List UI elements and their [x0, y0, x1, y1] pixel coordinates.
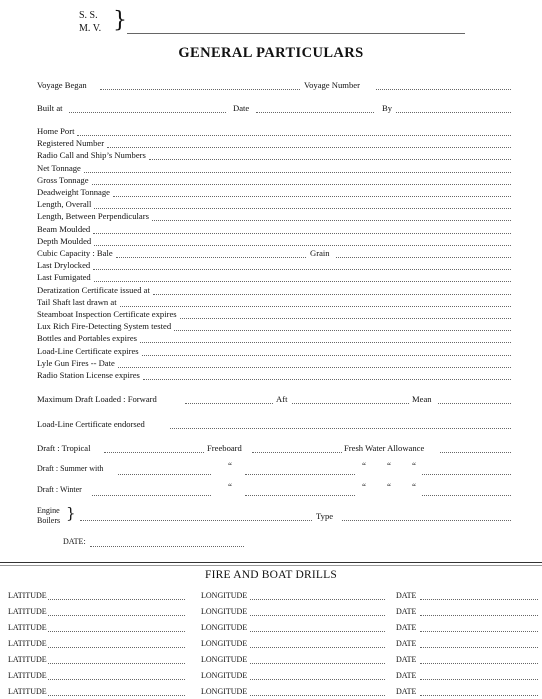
- voyage-began-field[interactable]: [100, 89, 300, 90]
- field-label: Home Port: [37, 126, 75, 136]
- latitude-field[interactable]: [48, 647, 185, 648]
- draft-summer-field[interactable]: [118, 474, 211, 475]
- section-divider: [0, 565, 542, 566]
- longitude-label: LONGITUDE: [201, 623, 248, 632]
- latitude-label: LATITUDE: [8, 607, 47, 616]
- date-label: DATE:: [63, 537, 86, 546]
- latitude-field[interactable]: [48, 599, 185, 600]
- fresh-water-label: Fresh Water Allowance: [344, 443, 425, 453]
- built-by-label: By: [382, 103, 393, 113]
- field-label: Tail Shaft last drawn at: [37, 296, 117, 307]
- field-input-line[interactable]: [149, 159, 511, 160]
- drill-date-field[interactable]: [420, 695, 538, 696]
- longitude-label: LONGITUDE: [201, 591, 248, 600]
- mean-label: Mean: [412, 394, 432, 404]
- mean-field[interactable]: [438, 403, 511, 404]
- fresh-water-field[interactable]: [440, 452, 511, 453]
- field-label: Lux Rich Fire-Detecting System tested: [37, 321, 172, 332]
- winter-freeboard-field[interactable]: [245, 495, 355, 496]
- field-input-line[interactable]: [113, 196, 511, 197]
- built-date-field[interactable]: [256, 112, 374, 113]
- field-input-line[interactable]: [142, 355, 511, 356]
- drill-date-label: DATE: [396, 671, 417, 680]
- field-label: Lyle Gun Fires -- Date: [37, 357, 115, 368]
- field-label: Radio Station License expires: [37, 370, 140, 380]
- latitude-label: LATITUDE: [8, 623, 47, 632]
- ditto-mark: “: [412, 461, 416, 471]
- draft-tropical-field[interactable]: [104, 452, 204, 453]
- type-field[interactable]: [342, 520, 511, 521]
- freeboard-label: Freeboard: [207, 443, 242, 453]
- field-label: Length, Overall: [37, 199, 92, 210]
- page-title: GENERAL PARTICULARS: [178, 45, 364, 61]
- field-input-line[interactable]: [140, 342, 511, 343]
- field-label: Bottles and Portables expires: [37, 333, 138, 344]
- ss-label: S. S.: [79, 10, 98, 21]
- engine-brace: }: [66, 504, 76, 522]
- built-at-label: Built at: [37, 103, 63, 113]
- longitude-field[interactable]: [250, 695, 385, 696]
- loadline-endorsed-label: Load-Line Certificate endorsed: [37, 419, 145, 429]
- longitude-label: LONGITUDE: [201, 687, 248, 696]
- drills-title: FIRE AND BOAT DRILLS: [205, 569, 337, 581]
- longitude-field[interactable]: [250, 631, 385, 632]
- drill-date-field[interactable]: [420, 631, 538, 632]
- draft-winter-label: Draft : Winter: [37, 485, 82, 494]
- engine-field[interactable]: [80, 520, 312, 521]
- field-input-line[interactable]: [94, 281, 511, 282]
- latitude-field[interactable]: [48, 615, 185, 616]
- field-label: Registered Number: [37, 138, 105, 149]
- voyage-began-label: Voyage Began: [37, 80, 87, 90]
- drill-date-label: DATE: [396, 655, 417, 664]
- section-divider: [0, 562, 542, 563]
- field-input-line[interactable]: [92, 184, 511, 185]
- summer-freeboard-field[interactable]: [245, 474, 355, 475]
- field-label: Last Fumigated: [37, 272, 91, 283]
- drill-date-field[interactable]: [420, 647, 538, 648]
- latitude-field[interactable]: [48, 631, 185, 632]
- field-input-line[interactable]: [116, 257, 306, 258]
- longitude-field[interactable]: [250, 647, 385, 648]
- latitude-label: LATITUDE: [8, 639, 47, 648]
- field-input-line[interactable]: [84, 172, 511, 173]
- latitude-label: LATITUDE: [8, 687, 47, 696]
- engine-label: Engine: [37, 506, 60, 515]
- voyage-number-label: Voyage Number: [304, 80, 360, 90]
- field-input-line[interactable]: [118, 367, 511, 368]
- drill-date-label: DATE: [396, 687, 417, 696]
- field-input-line[interactable]: [180, 318, 511, 319]
- drill-date-label: DATE: [396, 639, 417, 648]
- mv-label: M. V.: [79, 23, 102, 34]
- forward-field[interactable]: [185, 403, 273, 404]
- longitude-label: LONGITUDE: [201, 607, 248, 616]
- longitude-label: LONGITUDE: [201, 655, 248, 664]
- longitude-field[interactable]: [250, 663, 385, 664]
- ditto-mark: “: [412, 482, 416, 492]
- field-label: Steamboat Inspection Certificate expires: [37, 309, 177, 319]
- date-field[interactable]: [90, 546, 244, 547]
- drill-date-field[interactable]: [420, 679, 538, 680]
- field-label: Load-Line Certificate expires: [37, 345, 139, 356]
- field-input-line[interactable]: [143, 379, 511, 380]
- ditto-mark: “: [228, 461, 232, 471]
- longitude-field[interactable]: [250, 615, 385, 616]
- max-draft-forward-label: Maximum Draft Loaded : Forward: [37, 394, 157, 404]
- latitude-label: LATITUDE: [8, 655, 47, 664]
- aft-label: Aft: [276, 394, 288, 404]
- field-label: Net Tonnage: [37, 162, 81, 173]
- latitude-label: LATITUDE: [8, 591, 47, 600]
- field-label: Cubic Capacity : Bale: [37, 248, 113, 258]
- longitude-field[interactable]: [250, 599, 385, 600]
- field-input-line[interactable]: [77, 135, 511, 136]
- freeboard-field[interactable]: [252, 452, 342, 453]
- field-label: Radio Call and Ship’s Numbers: [37, 150, 146, 161]
- latitude-field[interactable]: [48, 695, 185, 696]
- latitude-label: LATITUDE: [8, 671, 47, 680]
- winter-fresh-water-field[interactable]: [422, 495, 511, 496]
- latitude-field[interactable]: [48, 679, 185, 680]
- longitude-label: LONGITUDE: [201, 639, 248, 648]
- latitude-field[interactable]: [48, 663, 185, 664]
- vessel-name-line[interactable]: [127, 33, 465, 34]
- field-input-line[interactable]: [152, 220, 511, 221]
- draft-summer-label: Draft : Summer with: [37, 464, 104, 473]
- field-label: Length, Between Perpendiculars: [37, 211, 149, 222]
- drill-date-label: DATE: [396, 607, 417, 616]
- drill-date-field[interactable]: [420, 599, 538, 600]
- ditto-mark: “: [387, 482, 391, 492]
- field-label: Deratization Certificate issued at: [37, 284, 150, 295]
- built-at-field[interactable]: [69, 112, 226, 113]
- field-input-line[interactable]: [153, 294, 511, 295]
- field-input-line[interactable]: [94, 245, 511, 246]
- ditto-mark: “: [387, 461, 391, 471]
- longitude-label: LONGITUDE: [201, 671, 248, 680]
- built-by-field[interactable]: [396, 112, 511, 113]
- boilers-label: Boilers: [37, 516, 61, 525]
- draft-winter-field[interactable]: [92, 495, 211, 496]
- field-label: Depth Moulded: [37, 235, 92, 246]
- field-input-line[interactable]: [93, 233, 511, 234]
- drill-date-label: DATE: [396, 591, 417, 600]
- draft-tropical-label: Draft : Tropical: [37, 443, 91, 453]
- loadline-endorsed-field[interactable]: [170, 428, 511, 429]
- summer-fresh-water-field[interactable]: [422, 474, 511, 475]
- field-label: Last Drylocked: [37, 260, 91, 271]
- longitude-field[interactable]: [250, 679, 385, 680]
- field-input-line[interactable]: [120, 306, 511, 307]
- type-label: Type: [316, 511, 334, 521]
- drill-date-field[interactable]: [420, 615, 538, 616]
- drill-date-field[interactable]: [420, 663, 538, 664]
- grain-field[interactable]: [336, 257, 511, 258]
- field-label: Beam Moulded: [37, 223, 91, 234]
- ditto-mark: “: [362, 482, 366, 492]
- voyage-number-field[interactable]: [376, 89, 511, 90]
- field-label: Deadweight Tonnage: [37, 187, 110, 197]
- field-label: Gross Tonnage: [37, 174, 89, 185]
- field-input-line[interactable]: [94, 208, 511, 209]
- drill-date-label: DATE: [396, 623, 417, 632]
- field-input-line[interactable]: [174, 330, 511, 331]
- field-input-line[interactable]: [93, 269, 511, 270]
- vessel-brace: }: [113, 8, 127, 33]
- field-input-line[interactable]: [107, 147, 511, 148]
- grain-label: Grain: [310, 248, 330, 258]
- built-date-label: Date: [233, 103, 250, 113]
- aft-field[interactable]: [292, 403, 409, 404]
- ditto-mark: “: [362, 461, 366, 471]
- ditto-mark: “: [228, 482, 232, 492]
